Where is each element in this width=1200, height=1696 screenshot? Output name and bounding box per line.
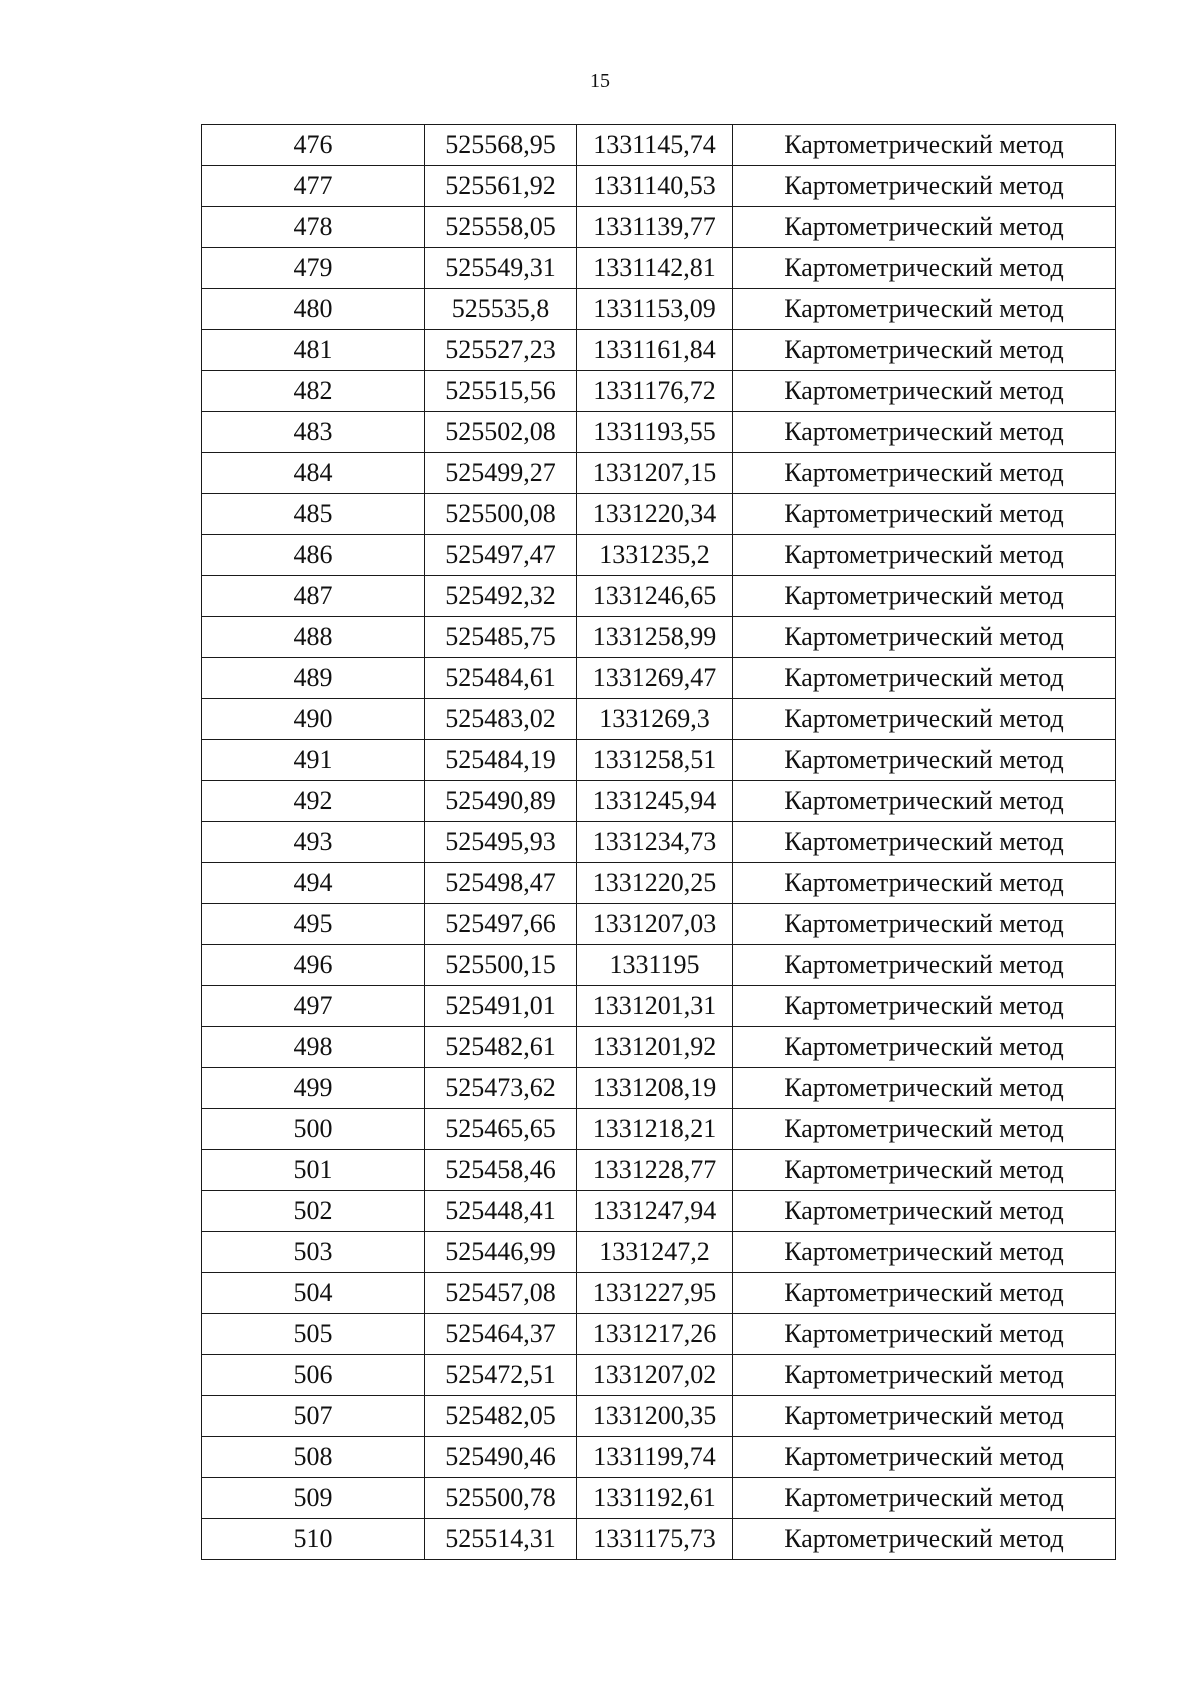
y-coordinate-cell: 1331176,72	[577, 371, 733, 412]
point-number-cell: 502	[202, 1191, 425, 1232]
y-coordinate-cell: 1331218,21	[577, 1109, 733, 1150]
point-number-cell: 496	[202, 945, 425, 986]
x-coordinate-cell: 525472,51	[425, 1355, 577, 1396]
x-coordinate-cell: 525499,27	[425, 453, 577, 494]
y-coordinate-cell: 1331175,73	[577, 1519, 733, 1560]
x-coordinate-cell: 525482,61	[425, 1027, 577, 1068]
method-cell: Картометрический метод	[733, 1396, 1116, 1437]
table-row	[202, 289, 1116, 330]
point-number-cell: 491	[202, 740, 425, 781]
table-row	[202, 330, 1116, 371]
method-cell: Картометрический метод	[733, 699, 1116, 740]
y-coordinate-cell: 1331199,74	[577, 1437, 733, 1478]
y-coordinate-cell: 1331227,95	[577, 1273, 733, 1314]
x-coordinate-cell: 525490,46	[425, 1437, 577, 1478]
table-row	[202, 1150, 1116, 1191]
table-row	[202, 945, 1116, 986]
table-row	[202, 1519, 1116, 1560]
method-cell: Картометрический метод	[733, 494, 1116, 535]
y-coordinate-cell: 1331193,55	[577, 412, 733, 453]
x-coordinate-cell: 525491,01	[425, 986, 577, 1027]
x-coordinate-cell: 525502,08	[425, 412, 577, 453]
table-row	[202, 1355, 1116, 1396]
method-cell: Картометрический метод	[733, 1314, 1116, 1355]
method-cell: Картометрический метод	[733, 125, 1116, 166]
x-coordinate-cell: 525457,08	[425, 1273, 577, 1314]
table-row	[202, 248, 1116, 289]
y-coordinate-cell: 1331207,03	[577, 904, 733, 945]
table-row	[202, 617, 1116, 658]
x-coordinate-cell: 525483,02	[425, 699, 577, 740]
y-coordinate-cell: 1331269,3	[577, 699, 733, 740]
x-coordinate-cell: 525492,32	[425, 576, 577, 617]
y-coordinate-cell: 1331258,99	[577, 617, 733, 658]
method-cell: Картометрический метод	[733, 248, 1116, 289]
method-cell: Картометрический метод	[733, 1109, 1116, 1150]
point-number-cell: 494	[202, 863, 425, 904]
table-row	[202, 904, 1116, 945]
method-cell: Картометрический метод	[733, 986, 1116, 1027]
x-coordinate-cell: 525558,05	[425, 207, 577, 248]
method-cell: Картометрический метод	[733, 535, 1116, 576]
method-cell: Картометрический метод	[733, 822, 1116, 863]
table-row	[202, 453, 1116, 494]
y-coordinate-cell: 1331195	[577, 945, 733, 986]
x-coordinate-cell: 525497,47	[425, 535, 577, 576]
point-number-cell: 480	[202, 289, 425, 330]
point-number-cell: 486	[202, 535, 425, 576]
y-coordinate-cell: 1331201,92	[577, 1027, 733, 1068]
point-number-cell: 479	[202, 248, 425, 289]
table-row	[202, 1109, 1116, 1150]
point-number-cell: 477	[202, 166, 425, 207]
point-number-cell: 482	[202, 371, 425, 412]
y-coordinate-cell: 1331258,51	[577, 740, 733, 781]
method-cell: Картометрический метод	[733, 863, 1116, 904]
point-number-cell: 499	[202, 1068, 425, 1109]
x-coordinate-cell: 525490,89	[425, 781, 577, 822]
point-number-cell: 485	[202, 494, 425, 535]
point-number-cell: 498	[202, 1027, 425, 1068]
table-row	[202, 576, 1116, 617]
table-row	[202, 863, 1116, 904]
point-number-cell: 490	[202, 699, 425, 740]
method-cell: Картометрический метод	[733, 1191, 1116, 1232]
x-coordinate-cell: 525500,15	[425, 945, 577, 986]
x-coordinate-cell: 525482,05	[425, 1396, 577, 1437]
point-number-cell: 495	[202, 904, 425, 945]
table-row	[202, 986, 1116, 1027]
point-number-cell: 507	[202, 1396, 425, 1437]
table-row	[202, 207, 1116, 248]
point-number-cell: 489	[202, 658, 425, 699]
x-coordinate-cell: 525561,92	[425, 166, 577, 207]
x-coordinate-cell: 525500,08	[425, 494, 577, 535]
table-row	[202, 1314, 1116, 1355]
point-number-cell: 483	[202, 412, 425, 453]
method-cell: Картометрический метод	[733, 740, 1116, 781]
method-cell: Картометрический метод	[733, 412, 1116, 453]
table-row	[202, 1437, 1116, 1478]
x-coordinate-cell: 525495,93	[425, 822, 577, 863]
point-number-cell: 481	[202, 330, 425, 371]
method-cell: Картометрический метод	[733, 576, 1116, 617]
method-cell: Картометрический метод	[733, 617, 1116, 658]
y-coordinate-cell: 1331200,35	[577, 1396, 733, 1437]
y-coordinate-cell: 1331145,74	[577, 125, 733, 166]
x-coordinate-cell: 525514,31	[425, 1519, 577, 1560]
y-coordinate-cell: 1331161,84	[577, 330, 733, 371]
x-coordinate-cell: 525473,62	[425, 1068, 577, 1109]
method-cell: Картометрический метод	[733, 781, 1116, 822]
table-row	[202, 535, 1116, 576]
point-number-cell: 487	[202, 576, 425, 617]
method-cell: Картометрический метод	[733, 1150, 1116, 1191]
method-cell: Картометрический метод	[733, 1355, 1116, 1396]
x-coordinate-cell: 525535,8	[425, 289, 577, 330]
method-cell: Картометрический метод	[733, 207, 1116, 248]
table-row	[202, 699, 1116, 740]
method-cell: Картометрический метод	[733, 1478, 1116, 1519]
method-cell: Картометрический метод	[733, 330, 1116, 371]
point-number-cell: 505	[202, 1314, 425, 1355]
point-number-cell: 501	[202, 1150, 425, 1191]
point-number-cell: 492	[202, 781, 425, 822]
method-cell: Картометрический метод	[733, 904, 1116, 945]
table-row	[202, 1232, 1116, 1273]
table-row	[202, 166, 1116, 207]
table-row	[202, 1396, 1116, 1437]
method-cell: Картометрический метод	[733, 1519, 1116, 1560]
table-row	[202, 125, 1116, 166]
method-cell: Картометрический метод	[733, 1068, 1116, 1109]
x-coordinate-cell: 525515,56	[425, 371, 577, 412]
method-cell: Картометрический метод	[733, 1232, 1116, 1273]
x-coordinate-cell: 525568,95	[425, 125, 577, 166]
x-coordinate-cell: 525498,47	[425, 863, 577, 904]
coordinates-table-body	[202, 125, 1116, 1560]
y-coordinate-cell: 1331207,15	[577, 453, 733, 494]
y-coordinate-cell: 1331247,2	[577, 1232, 733, 1273]
x-coordinate-cell: 525527,23	[425, 330, 577, 371]
table-row	[202, 781, 1116, 822]
y-coordinate-cell: 1331192,61	[577, 1478, 733, 1519]
point-number-cell: 488	[202, 617, 425, 658]
table-row	[202, 1478, 1116, 1519]
y-coordinate-cell: 1331153,09	[577, 289, 733, 330]
method-cell: Картометрический метод	[733, 371, 1116, 412]
method-cell: Картометрический метод	[733, 1273, 1116, 1314]
method-cell: Картометрический метод	[733, 658, 1116, 699]
x-coordinate-cell: 525500,78	[425, 1478, 577, 1519]
x-coordinate-cell: 525446,99	[425, 1232, 577, 1273]
point-number-cell: 504	[202, 1273, 425, 1314]
table-row	[202, 1027, 1116, 1068]
y-coordinate-cell: 1331142,81	[577, 248, 733, 289]
method-cell: Картометрический метод	[733, 1027, 1116, 1068]
table-row	[202, 1191, 1116, 1232]
y-coordinate-cell: 1331220,25	[577, 863, 733, 904]
table-row	[202, 822, 1116, 863]
table-row	[202, 371, 1116, 412]
coordinates-table	[201, 124, 1116, 1560]
table-row	[202, 412, 1116, 453]
table-row	[202, 1068, 1116, 1109]
point-number-cell: 509	[202, 1478, 425, 1519]
method-cell: Картометрический метод	[733, 289, 1116, 330]
x-coordinate-cell: 525465,65	[425, 1109, 577, 1150]
x-coordinate-cell: 525458,46	[425, 1150, 577, 1191]
point-number-cell: 476	[202, 125, 425, 166]
point-number-cell: 484	[202, 453, 425, 494]
x-coordinate-cell: 525448,41	[425, 1191, 577, 1232]
x-coordinate-cell: 525484,61	[425, 658, 577, 699]
page-number: 15	[590, 70, 610, 92]
point-number-cell: 503	[202, 1232, 425, 1273]
method-cell: Картометрический метод	[733, 1437, 1116, 1478]
table-row	[202, 658, 1116, 699]
point-number-cell: 510	[202, 1519, 425, 1560]
x-coordinate-cell: 525497,66	[425, 904, 577, 945]
y-coordinate-cell: 1331247,94	[577, 1191, 733, 1232]
table-row	[202, 1273, 1116, 1314]
y-coordinate-cell: 1331234,73	[577, 822, 733, 863]
y-coordinate-cell: 1331207,02	[577, 1355, 733, 1396]
table-row	[202, 740, 1116, 781]
x-coordinate-cell: 525484,19	[425, 740, 577, 781]
point-number-cell: 493	[202, 822, 425, 863]
y-coordinate-cell: 1331246,65	[577, 576, 733, 617]
y-coordinate-cell: 1331208,19	[577, 1068, 733, 1109]
point-number-cell: 497	[202, 986, 425, 1027]
point-number-cell: 508	[202, 1437, 425, 1478]
y-coordinate-cell: 1331228,77	[577, 1150, 733, 1191]
y-coordinate-cell: 1331140,53	[577, 166, 733, 207]
x-coordinate-cell: 525485,75	[425, 617, 577, 658]
y-coordinate-cell: 1331220,34	[577, 494, 733, 535]
method-cell: Картометрический метод	[733, 453, 1116, 494]
y-coordinate-cell: 1331235,2	[577, 535, 733, 576]
y-coordinate-cell: 1331201,31	[577, 986, 733, 1027]
y-coordinate-cell: 1331139,77	[577, 207, 733, 248]
point-number-cell: 478	[202, 207, 425, 248]
point-number-cell: 500	[202, 1109, 425, 1150]
x-coordinate-cell: 525549,31	[425, 248, 577, 289]
y-coordinate-cell: 1331269,47	[577, 658, 733, 699]
point-number-cell: 506	[202, 1355, 425, 1396]
y-coordinate-cell: 1331217,26	[577, 1314, 733, 1355]
y-coordinate-cell: 1331245,94	[577, 781, 733, 822]
table-row	[202, 494, 1116, 535]
method-cell: Картометрический метод	[733, 166, 1116, 207]
method-cell: Картометрический метод	[733, 945, 1116, 986]
x-coordinate-cell: 525464,37	[425, 1314, 577, 1355]
